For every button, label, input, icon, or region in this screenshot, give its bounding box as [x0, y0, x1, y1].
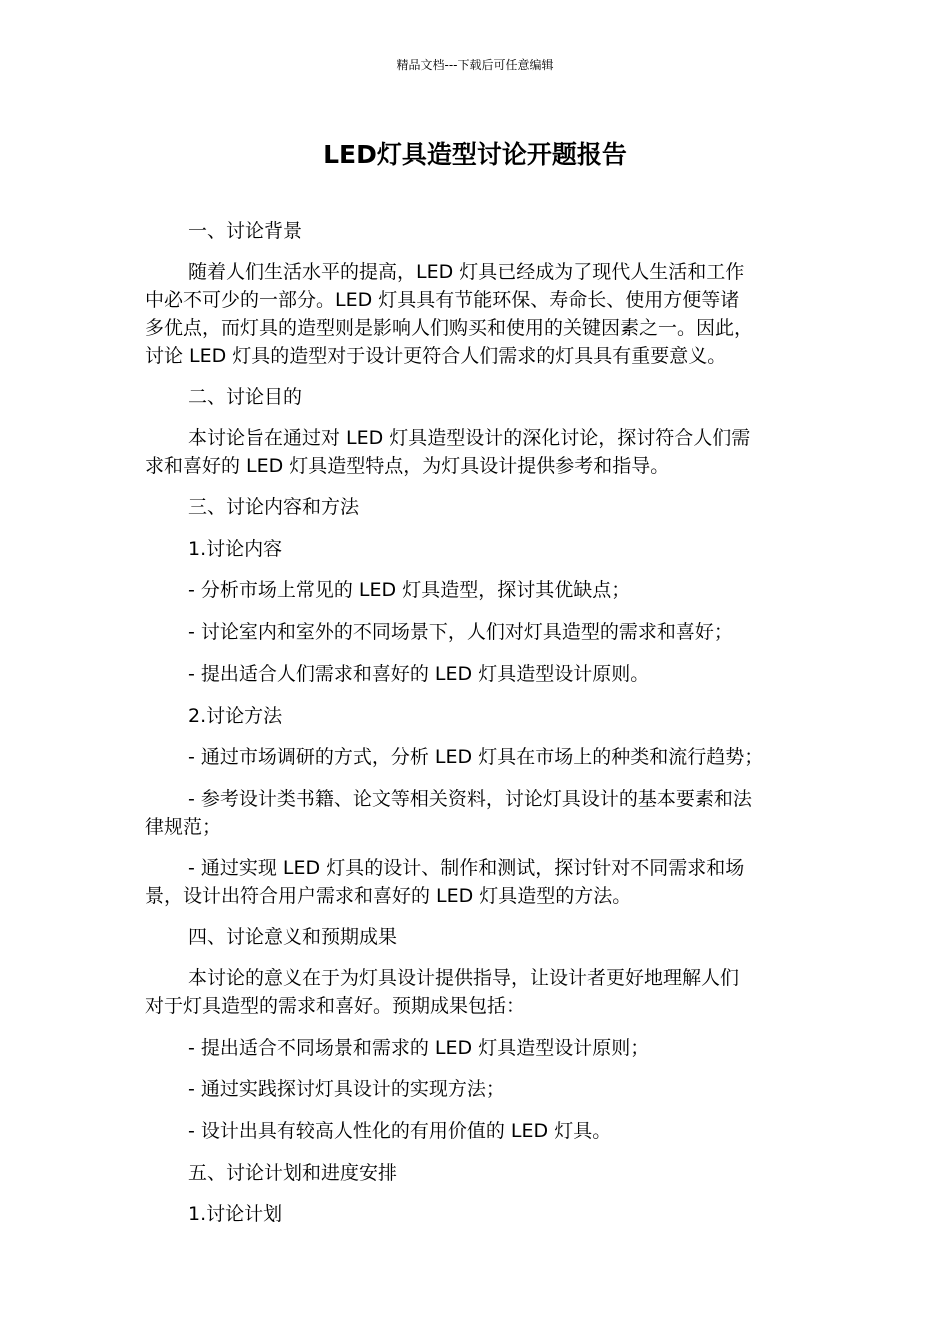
list-item	[145, 618, 809, 646]
text-line: - 分析市场上常见的 LED 灯具造型，探讨其优缺点；	[188, 579, 631, 601]
section-heading	[145, 923, 809, 951]
text-line: 1.讨论内容	[188, 538, 283, 560]
text-line: 二、讨论目的	[188, 386, 303, 408]
list-item	[145, 1075, 809, 1103]
text-line: 1.讨论计划	[188, 1203, 283, 1225]
list-item	[145, 743, 809, 771]
body-paragraph	[145, 424, 809, 480]
text-line: 2.讨论方法	[188, 705, 283, 727]
text-line: 一、讨论背景	[188, 220, 303, 242]
subsection-heading	[145, 702, 809, 730]
document-title: LED灯具造型讨论开题报告	[323, 140, 627, 169]
page-header-note: 精品文档---下载后可任意编辑	[396, 58, 554, 72]
list-item	[145, 576, 809, 604]
text-line: 随着人们生活水平的提高，LED 灯具已经成为了现代人生活和工作	[188, 261, 745, 283]
list-item	[145, 1034, 809, 1062]
text-line: - 提出适合人们需求和喜好的 LED 灯具造型设计原则。	[188, 663, 650, 685]
text-line: - 提出适合不同场景和需求的 LED 灯具造型设计原则；	[188, 1037, 650, 1059]
text-line: 求和喜好的 LED 灯具造型特点，为灯具设计提供参考和指导。	[145, 455, 670, 477]
text-line: - 通过市场调研的方式，分析 LED 灯具在市场上的种类和流行趋势；	[188, 746, 764, 768]
section-heading	[145, 383, 809, 411]
section-heading	[145, 217, 809, 245]
list-item	[145, 1117, 809, 1145]
text-line: 讨论 LED 灯具的造型对于设计更符合人们需求的灯具具有重要意义。	[145, 345, 727, 367]
text-line: 对于灯具造型的需求和喜好。预期成果包括：	[145, 995, 526, 1017]
text-line: 四、讨论意义和预期成果	[188, 926, 398, 948]
subsection-heading	[145, 535, 809, 563]
text-line: 景，设计出符合用户需求和喜好的 LED 灯具造型的方法。	[145, 885, 632, 907]
text-line: - 设计出具有较高人性化的有用价值的 LED 灯具。	[188, 1120, 612, 1142]
text-line: - 讨论室内和室外的不同场景下，人们对灯具造型的需求和喜好；	[188, 621, 733, 643]
list-item	[145, 854, 809, 910]
subsection-heading	[145, 1200, 809, 1228]
text-line: 五、讨论计划和进度安排	[188, 1162, 398, 1184]
text-line: - 通过实现 LED 灯具的设计、制作和测试，探讨针对不同需求和场	[188, 857, 745, 879]
section-heading	[145, 1159, 809, 1187]
text-line: - 通过实践探讨灯具设计的实现方法；	[188, 1078, 505, 1100]
text-line: 三、讨论内容和方法	[188, 496, 360, 518]
body-paragraph	[145, 258, 809, 370]
text-line: 律规范；	[145, 816, 222, 838]
list-item	[145, 785, 809, 841]
text-line: 中必不可少的一部分。LED 灯具具有节能环保、寿命长、使用方便等诸	[145, 289, 740, 311]
text-line: 多优点，而灯具的造型则是影响人们购买和使用的关键因素之一。因此，	[145, 317, 754, 339]
text-line: 本讨论的意义在于为灯具设计提供指导，让设计者更好地理解人们	[188, 967, 740, 989]
section-heading	[145, 493, 809, 521]
list-item	[145, 660, 809, 688]
text-line: - 参考设计类书籍、论文等相关资料，讨论灯具设计的基本要素和法	[188, 788, 752, 810]
body-paragraph	[145, 964, 809, 1020]
text-line: 本讨论旨在通过对 LED 灯具造型设计的深化讨论，探讨符合人们需	[188, 427, 751, 449]
